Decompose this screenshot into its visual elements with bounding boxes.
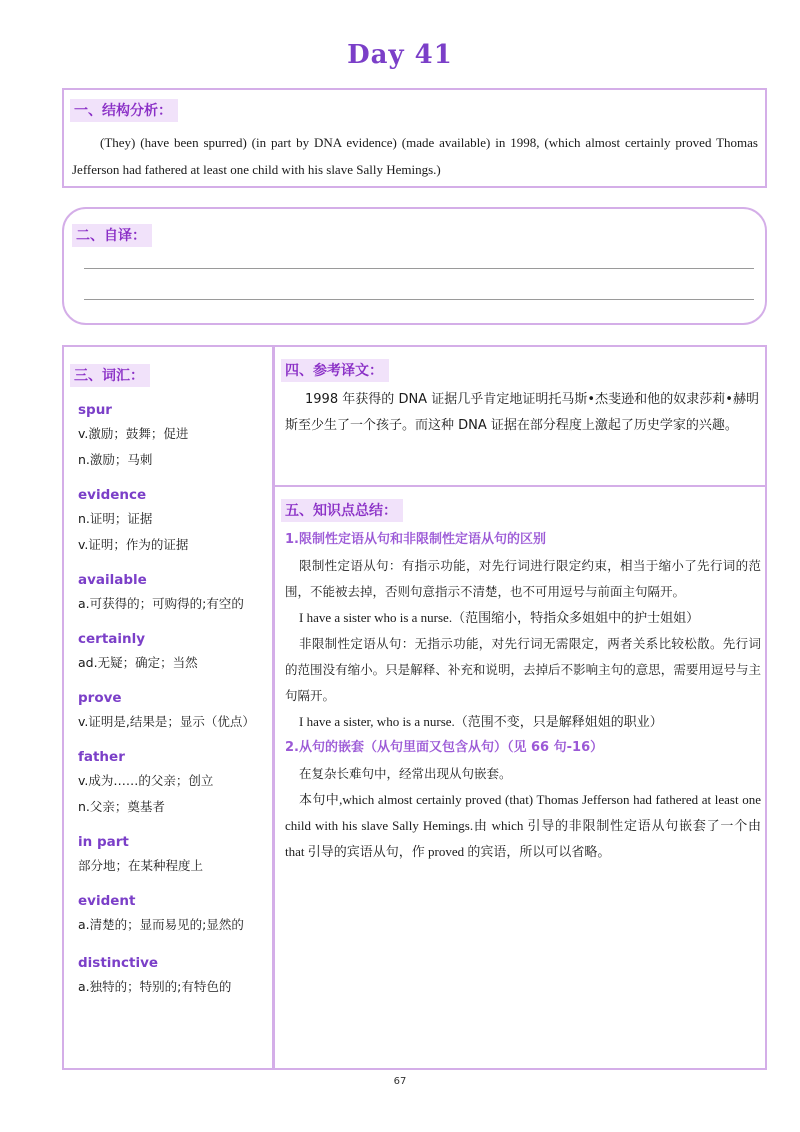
- knowledge-summary-body: [285, 527, 761, 865]
- vocab-item: [78, 831, 270, 879]
- reference-translation-text: 1998 年获得的 DNA 证据几乎肯定地证明托马斯•杰斐逊和他的奴隶莎莉•赫明斯至少生了一个孩子。而这种 DNA 证据在部分程度上激起了历史学家的兴趣。: [285, 392, 759, 433]
- self-translation-section: [62, 207, 767, 325]
- vocab-definition: a.可获得的；可购得的;有空的: [78, 596, 244, 611]
- knowledge-summary-section: [273, 485, 767, 1070]
- vocab-item: [78, 628, 270, 676]
- example-sentence: I have a sister, who is a nurse.（范围不变，只是解释姐姐的职业）: [299, 714, 663, 729]
- vocab-item: [78, 890, 270, 938]
- self-translation-heading: 二、自译：: [72, 224, 152, 247]
- vocabulary-section: [62, 345, 274, 1070]
- structure-analysis-heading: 一、结构分析：: [70, 99, 178, 122]
- vocab-definition: n.父亲；奠基者: [78, 799, 165, 814]
- writing-line[interactable]: [84, 268, 754, 269]
- knowledge-point-title: 1.限制性定语从句和非限制性定语从句的区别: [285, 532, 546, 547]
- knowledge-point-title: 2.从句的嵌套（从句里面又包含从句）（见 66 句-16）: [285, 740, 604, 755]
- vocab-item: [78, 746, 270, 820]
- vocab-definition: v.证明是,结果是；显示（优点）: [78, 714, 255, 729]
- vocab-definition: n.激励；马刺: [78, 452, 153, 467]
- vocab-word: available: [78, 572, 147, 588]
- knowledge-paragraph: 限制性定语从句：有指示功能，对先行词进行限定约束，相当于缩小了先行词的范围，不能被去掉，否则句意指示不清楚，也不可用逗号与前面主句隔开。: [285, 558, 761, 599]
- vocab-item: [78, 687, 270, 735]
- reference-translation-heading: 四、参考译文：: [281, 359, 389, 382]
- vocab-word: father: [78, 749, 125, 765]
- vocab-definition: 部分地；在某种程度上: [78, 858, 204, 873]
- vocab-definition: n.证明；证据: [78, 511, 153, 526]
- vocab-word: evidence: [78, 487, 147, 503]
- vocabulary-heading: 三、词汇：: [70, 364, 150, 387]
- vocab-definition: v.证明；作为的证据: [78, 537, 189, 552]
- vocab-item: [78, 484, 270, 558]
- vocab-item: [78, 952, 270, 1000]
- vocab-definition: a.独特的；特别的;有特色的: [78, 979, 232, 994]
- structure-analysis-section: [62, 88, 767, 188]
- page-number: 67: [393, 1076, 407, 1087]
- writing-line[interactable]: [84, 299, 754, 300]
- vocab-definition: ad.无疑；确定；当然: [78, 655, 198, 670]
- vocab-item: [78, 399, 270, 473]
- vocab-word: evident: [78, 893, 136, 909]
- knowledge-paragraph: 非限制性定语从句：无指示功能，对先行词无需限定，两者关系比较松散。先行词的范围没有缩小。只是解释、补充和说明，去掉后不影响主句的意思，需要用逗号与主句隔开。: [285, 636, 761, 703]
- structure-analysis-sentence: (They) (have been spurred) (in part by DNA evidence) (made available) in 1998, (which almost certainly proved Thomas Jefferson had fathered at least one child with his slave Sally Hemings.): [72, 135, 758, 177]
- reference-translation-section: [273, 345, 767, 487]
- vocab-definition: v.成为……的父亲；创立: [78, 773, 214, 788]
- vocab-word: spur: [78, 402, 112, 418]
- knowledge-summary-heading: 五、知识点总结：: [281, 499, 403, 522]
- vocab-definition: a.清楚的；显而易见的;显然的: [78, 917, 244, 932]
- vocabulary-list: [78, 399, 270, 1011]
- knowledge-paragraph: 本句中,which almost certainly proved (that) Thomas Jefferson had fathered at least one child with his slave Sally Hemings.由 which 引导的非限制性定语从句嵌套了一个由 that 引导的宾语从句，作 proved 的宾语，所以可以省略。: [285, 792, 761, 859]
- knowledge-paragraph: 在复杂长难句中，经常出现从句嵌套。: [299, 766, 512, 781]
- vocab-definition: v.激励；鼓舞；促进: [78, 426, 189, 441]
- vocab-word: prove: [78, 690, 122, 706]
- vocab-word: certainly: [78, 631, 146, 647]
- example-sentence: I have a sister who is a nurse.（范围缩小，特指众多姐姐中的护士姐姐）: [299, 610, 700, 625]
- page-title: Day 41: [347, 40, 453, 70]
- vocab-word: distinctive: [78, 955, 159, 971]
- vocab-word: in part: [78, 834, 129, 850]
- vocab-item: [78, 569, 270, 617]
